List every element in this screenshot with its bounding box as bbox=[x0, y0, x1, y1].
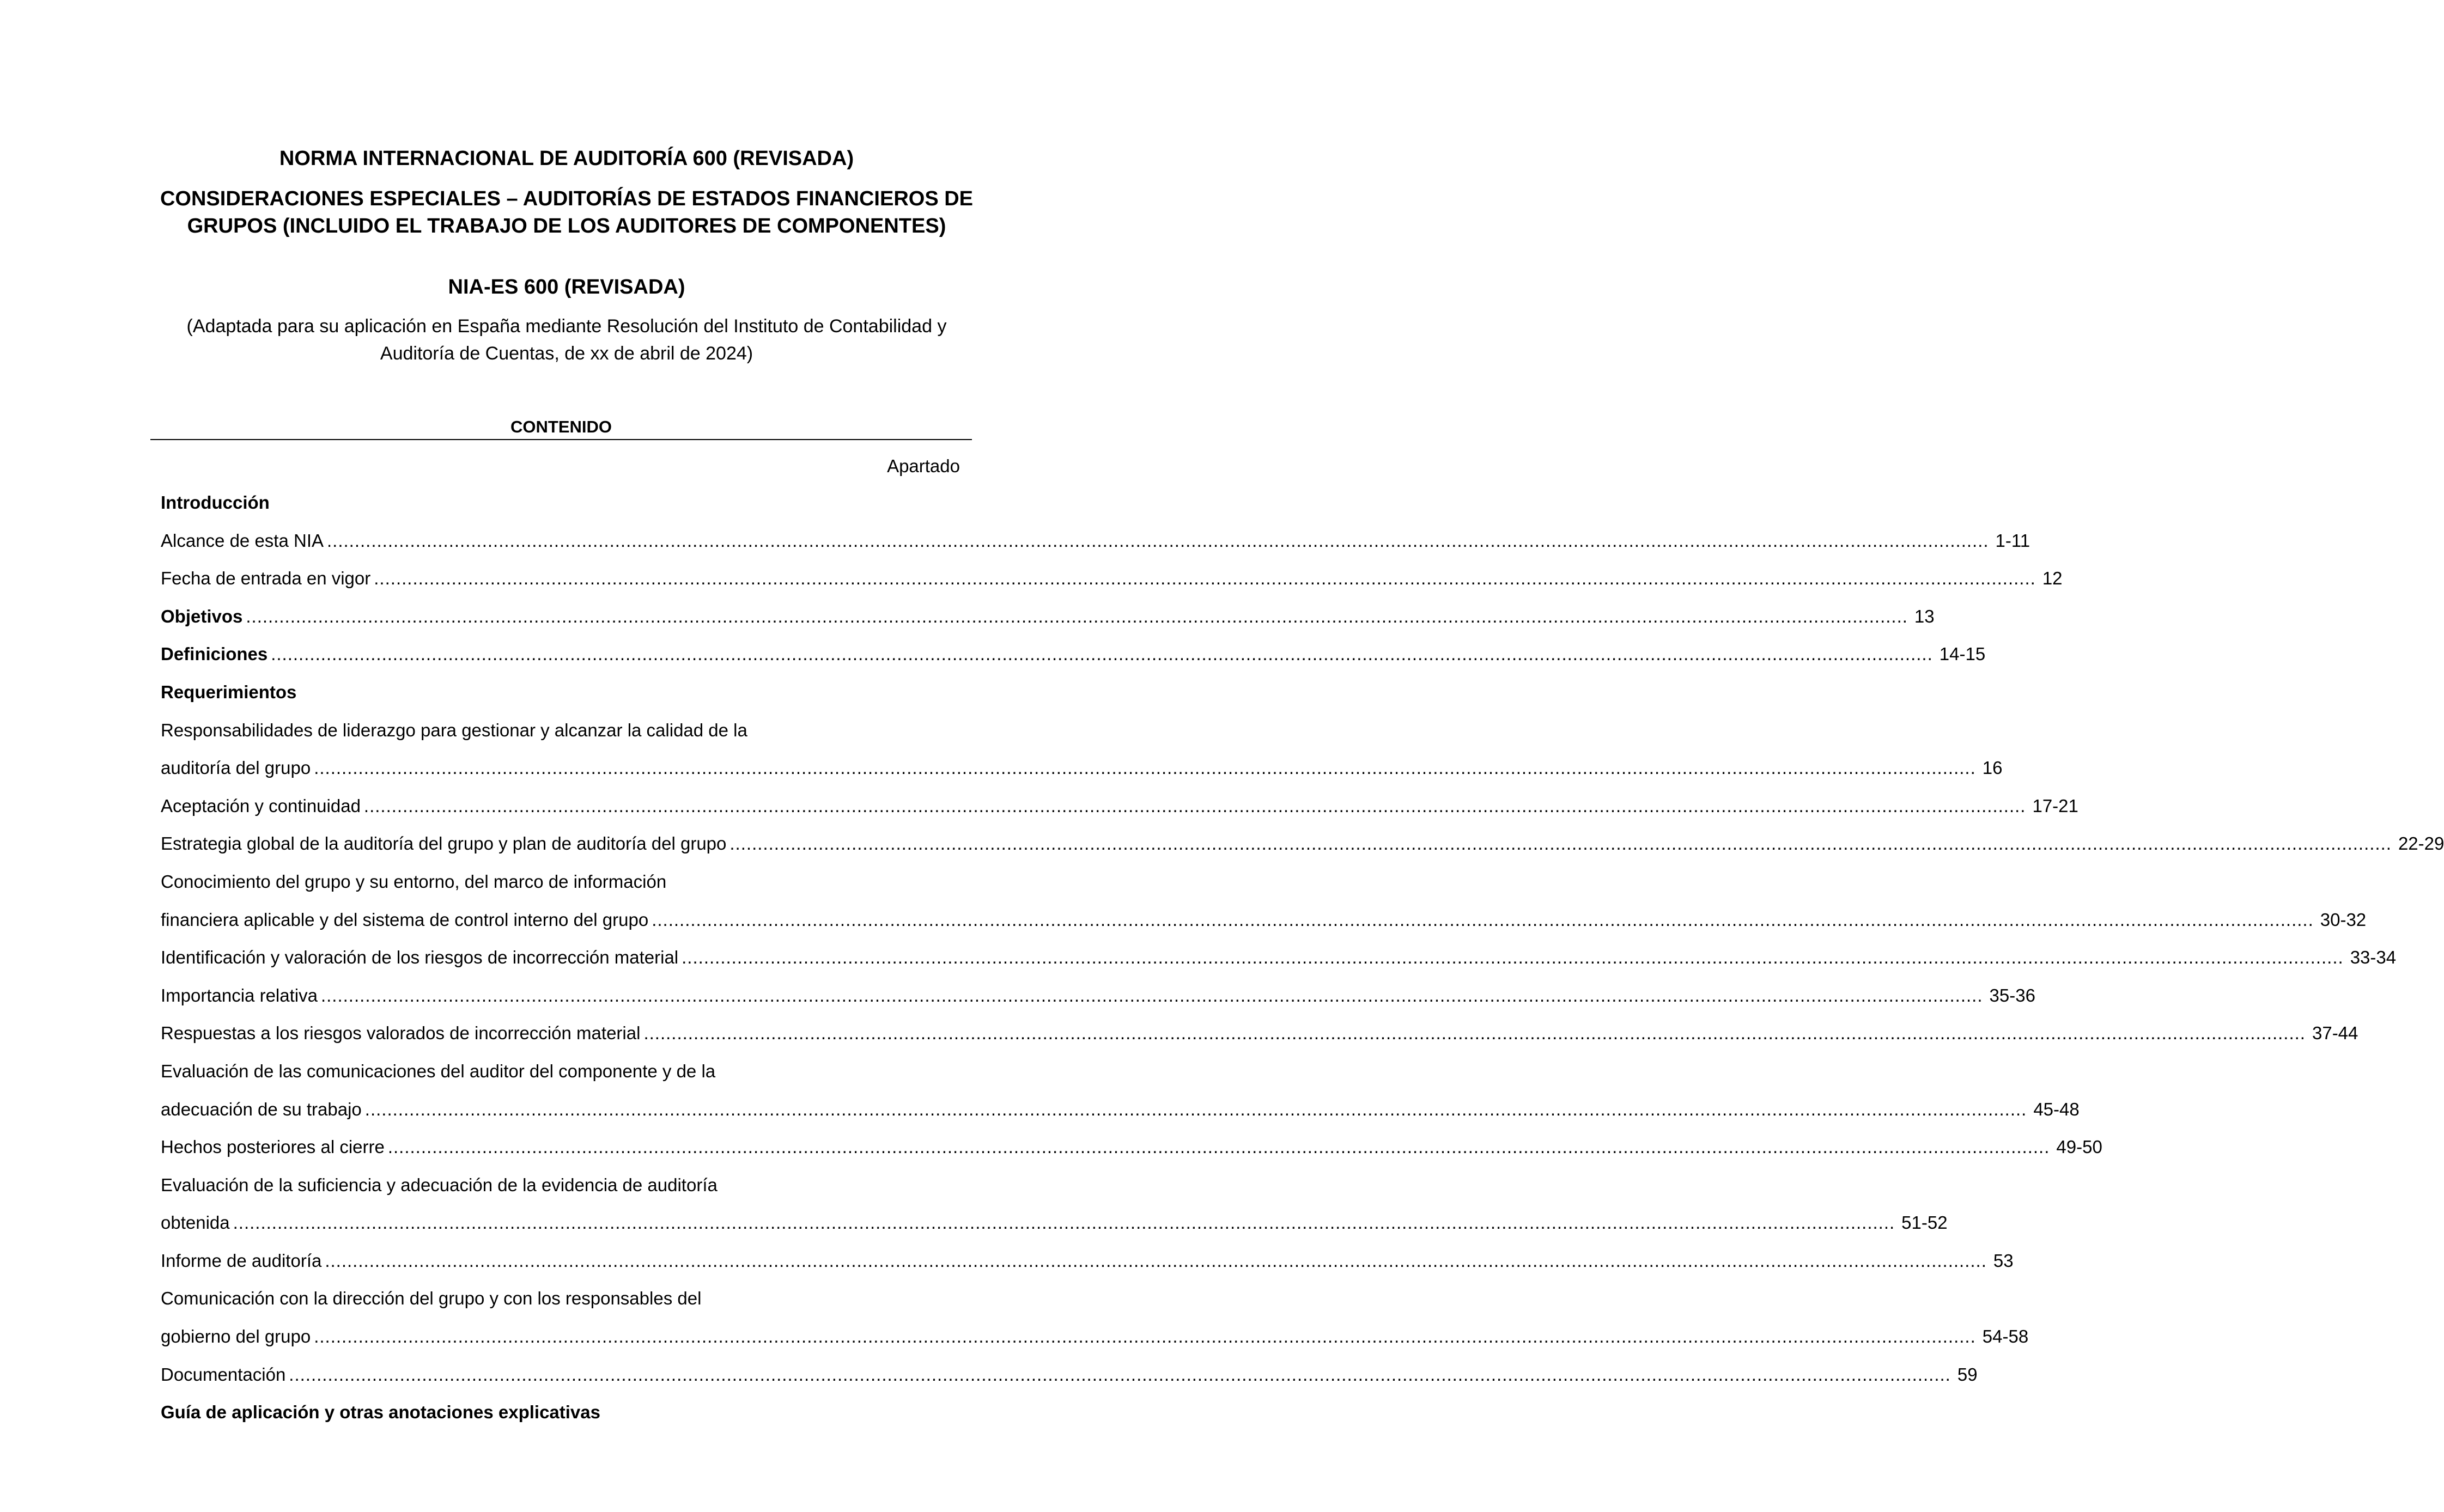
toc-entry-label: Definiciones bbox=[161, 644, 268, 664]
toc-entry-label: Comunicación con la dirección del grupo y con los responsables del bbox=[161, 1288, 702, 1309]
toc-entry bbox=[161, 909, 2367, 948]
column-heading: Apartado bbox=[887, 456, 960, 476]
toc-entry-paragraph: 16 bbox=[1982, 758, 2003, 778]
toc-entry bbox=[161, 871, 962, 910]
document-code: NIA-ES 600 (REVISADA) bbox=[448, 276, 685, 298]
toc-entry-paragraph: 33-34 bbox=[2350, 947, 2397, 968]
toc-entry-paragraph: 49-50 bbox=[2056, 1137, 2102, 1157]
toc-entry-label: auditoría del grupo bbox=[161, 758, 311, 778]
toc-entry-label: Evaluación de la suficiencia y adecuación de la evidencia de auditoría bbox=[161, 1174, 718, 1195]
toc-entry bbox=[161, 492, 962, 531]
toc-entry-leader: ............................................................................................................................................................................................................................................................................................................ bbox=[314, 1326, 1976, 1347]
contents-heading: CONTENIDO bbox=[510, 417, 612, 436]
toc-entry-paragraph: 59 bbox=[1957, 1364, 1978, 1385]
toc-entry-paragraph: 14-15 bbox=[1939, 644, 1986, 664]
toc-entry-label: Estrategia global de la auditoría del grupo y plan de auditoría del grupo bbox=[161, 833, 727, 854]
toc-entry-leader: ............................................................................................................................................................................................................................................................................................................ bbox=[652, 909, 2314, 930]
toc-entry bbox=[161, 682, 962, 720]
toc-entry-label: Documentación bbox=[161, 1364, 286, 1385]
toc-entry-leader: ............................................................................................................................................................................................................................................................................................................ bbox=[325, 1250, 1987, 1271]
toc-entry bbox=[161, 530, 2030, 569]
toc-entry-label: Responsabilidades de liderazgo para gestionar y alcanzar la calidad de la bbox=[161, 720, 747, 740]
toc-entry bbox=[161, 1175, 962, 1213]
toc-entry bbox=[161, 1061, 962, 1099]
toc-entry-paragraph: 1-11 bbox=[1995, 530, 2030, 551]
toc-entry-label: Alcance de esta NIA bbox=[161, 530, 324, 551]
toc-entry bbox=[161, 1402, 962, 1440]
toc-entry-label: Aceptación y continuidad bbox=[161, 795, 361, 816]
toc-entry bbox=[161, 758, 2003, 796]
toc-entry-paragraph: 30-32 bbox=[2320, 909, 2367, 930]
document-subject: CONSIDERACIONES ESPECIALES – AUDITORÍAS DE ESTADOS FINANCIEROS DE GRUPOS (INCLUIDO EL TRABAJO DE LOS AUDITORES DE COMPONENTES) bbox=[160, 187, 974, 237]
toc-entry-paragraph: 12 bbox=[2042, 568, 2063, 589]
toc-entry-label: financiera aplicable y del sistema de control interno del grupo bbox=[161, 909, 649, 930]
toc-entry-leader: ............................................................................................................................................................................................................................................................................................................ bbox=[314, 758, 1976, 778]
toc-entry-leader: ............................................................................................................................................................................................................................................................................................................ bbox=[320, 985, 1983, 1005]
toc-entry bbox=[161, 1099, 2080, 1137]
toc-entry-label: Identificación y valoración de los riesgos de incorrección material bbox=[161, 947, 679, 968]
toc-entry bbox=[161, 833, 2444, 871]
toc-entry-paragraph: 51-52 bbox=[1901, 1212, 1948, 1233]
toc-entry bbox=[161, 1212, 1948, 1251]
toc-entry-leader: ............................................................................................................................................................................................................................................................................................................ bbox=[363, 795, 2026, 816]
toc-entry bbox=[161, 1326, 2029, 1364]
toc-entry-leader: ............................................................................................................................................................................................................................................................................................................ bbox=[233, 1212, 1895, 1233]
toc-entry-paragraph: 13 bbox=[1914, 606, 1935, 626]
toc-entry-label: Respuestas a los riesgos valorados de incorrección material bbox=[161, 1023, 641, 1044]
document-title: NORMA INTERNACIONAL DE AUDITORÍA 600 (REVISADA) bbox=[279, 147, 854, 170]
toc-entry bbox=[161, 985, 2035, 1023]
contents-rule bbox=[150, 439, 972, 440]
toc-entry bbox=[161, 720, 962, 758]
toc-entry bbox=[161, 568, 2063, 606]
toc-entry-paragraph: 17-21 bbox=[2032, 795, 2078, 816]
toc-entry-label: Conocimiento del grupo y su entorno, del marco de información bbox=[161, 871, 667, 892]
toc-entry-leader: ............................................................................................................................................................................................................................................................................................................ bbox=[327, 530, 1989, 551]
toc-entry-paragraph: 54-58 bbox=[1982, 1326, 2029, 1347]
toc-entry bbox=[161, 947, 2397, 985]
toc-entry-label: gobierno del grupo bbox=[161, 1326, 311, 1347]
toc-entry-paragraph: 22-29 bbox=[2398, 833, 2444, 854]
toc-entry-label: Evaluación de las comunicaciones del auditor del componente y de la bbox=[161, 1060, 716, 1081]
adaptation-note: (Adaptada para su aplicación en España mediante Resolución del Instituto de Contabilidad y Auditoría de Cuentas, de xx de abril de 2024) bbox=[186, 316, 947, 364]
toc-entry-leader: ............................................................................................................................................................................................................................................................................................................ bbox=[374, 568, 2036, 589]
toc-entry bbox=[161, 606, 1935, 644]
toc-entry-paragraph: 53 bbox=[1993, 1250, 2014, 1271]
toc-entry-paragraph: 45-48 bbox=[2033, 1099, 2080, 1119]
toc-entry-leader: ............................................................................................................................................................................................................................................................................................................ bbox=[289, 1364, 1951, 1385]
toc-entry bbox=[161, 1288, 962, 1326]
toc-entry bbox=[161, 1137, 2102, 1175]
toc-entry-label: adecuación de su trabajo bbox=[161, 1099, 362, 1119]
toc-entry bbox=[161, 644, 1986, 682]
toc-entry bbox=[161, 1364, 1978, 1403]
toc-entry-leader: ............................................................................................................................................................................................................................................................................................................ bbox=[271, 644, 1933, 664]
toc-entry-label: obtenida bbox=[161, 1212, 230, 1233]
toc-entry-leader: ............................................................................................................................................................................................................................................................................................................ bbox=[364, 1099, 2027, 1119]
toc-entry-label: Introducción bbox=[161, 492, 270, 513]
toc-entry-leader: ............................................................................................................................................................................................................................................................................................................ bbox=[643, 1023, 2306, 1044]
toc-entry-label: Fecha de entrada en vigor bbox=[161, 568, 371, 589]
toc-entry-leader: ............................................................................................................................................................................................................................................................................................................ bbox=[246, 606, 1908, 626]
toc-entry-paragraph: 37-44 bbox=[2312, 1023, 2358, 1044]
toc-entry-label: Guía de aplicación y otras anotaciones explicativas bbox=[161, 1402, 600, 1423]
toc-entry-label: Hechos posteriores al cierre bbox=[161, 1137, 385, 1157]
toc-entry-leader: ............................................................................................................................................................................................................................................................................................................ bbox=[387, 1137, 2050, 1157]
toc-entry-label: Requerimientos bbox=[161, 681, 297, 702]
table-of-contents bbox=[161, 492, 2444, 1440]
toc-entry-paragraph: 35-36 bbox=[1989, 985, 2035, 1005]
toc-entry-label: Informe de auditoría bbox=[161, 1250, 322, 1271]
toc-entry bbox=[161, 1250, 2014, 1289]
toc-entry-label: Objetivos bbox=[161, 606, 243, 626]
toc-entry-label: Importancia relativa bbox=[161, 985, 318, 1005]
toc-entry bbox=[161, 1023, 2358, 1061]
toc-entry-leader: ............................................................................................................................................................................................................................................................................................................ bbox=[682, 947, 2344, 968]
toc-entry-leader: ............................................................................................................................................................................................................................................................................................................ bbox=[729, 833, 2392, 854]
toc-entry bbox=[161, 795, 2078, 834]
